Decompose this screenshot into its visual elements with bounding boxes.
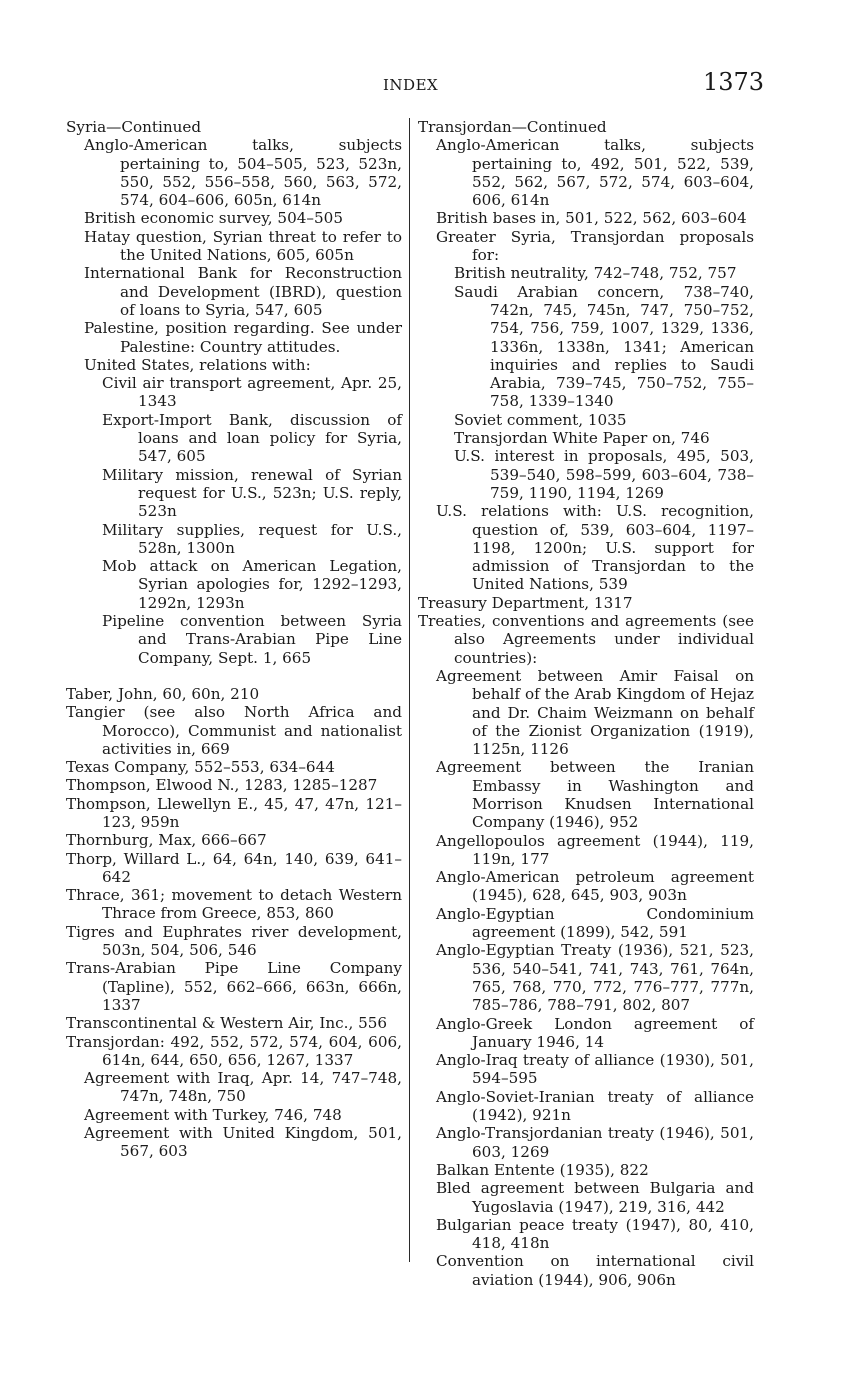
index-entry: British bases in, 501, 522, 562, 603–604 — [436, 209, 747, 228]
index-entry: Anglo-Transjordanian treaty (1946), 501, 603, 1269 — [436, 1124, 754, 1161]
index-entry: Agreement with Iraq, Apr. 14, 747–748, 747n, 748n, 750 — [84, 1069, 402, 1106]
column-divider — [409, 118, 410, 1262]
index-entry: Mob attack on American Legation, Syrian apologies for, 1292–1293, 1292n, 1293n — [102, 557, 402, 612]
index-entry: Soviet comment, 1035 — [454, 410, 627, 429]
index-entry: Bled agreement between Bulgaria and Yugoslavia (1947), 219, 316, 442 — [436, 1179, 754, 1216]
index-entry: Anglo-American talks, subjects pertaining to, 492, 501, 522, 539, 552, 562, 567, 572, 574, 603–604, 606, 614n — [436, 136, 754, 210]
index-entry: Trans-Arabian Pipe Line Company (Tapline), 552, 662–666, 663n, 666n, 1337 — [66, 959, 402, 1014]
index-entry: Transjordan—Continued — [418, 118, 607, 136]
index-entry: Thompson, Elwood N., 1283, 1285–1287 — [66, 776, 378, 795]
index-entry: Thorp, Willard L., 64, 64n, 140, 639, 641–642 — [66, 849, 402, 886]
index-column-left — [66, 118, 402, 1161]
index-entry: Taber, John, 60, 60n, 210 — [66, 684, 260, 703]
index-entry: Tigres and Euphrates river development, 503n, 504, 506, 546 — [66, 922, 402, 960]
index-entry: Thornburg, Max, 666–667 — [66, 831, 267, 850]
index-entry: Export-Import Bank, discussion of loans and loan policy for Syria, 547, 605 — [102, 410, 402, 466]
index-entry: Bulgarian peace treaty (1947), 80, 410, 418, 418n — [436, 1215, 754, 1253]
index-entry: Transcontinental & Western Air, Inc., 556 — [66, 1014, 388, 1033]
index-entry: Saudi Arabian concern, 738–740, 742n, 745, 745n, 747, 750–752, 754, 756, 759, 1007, 1329, 1336, 1336n, 1338n, 1341; American inquiries and replies to Saudi Arabia, 739–745, 750–752, 755–758, 1339–1340 — [454, 282, 754, 411]
index-entry: Pipeline convention between Syria and Trans-Arabian Pipe Line Company, Sept. 1, 665 — [102, 612, 402, 667]
index-entry: U.S. interest in proposals, 495, 503, 539–540, 598–599, 603–604, 738–759, 1190, 1194, 1269 — [454, 447, 754, 502]
index-entry: Greater Syria, Transjordan proposals for: — [436, 227, 754, 265]
index-entry: Anglo-Greek London agreement of January 1946, 14 — [436, 1014, 754, 1051]
index-entry: Anglo-Egyptian Treaty (1936), 521, 523, 536, 540–541, 741, 743, 761, 764n, 765, 768, 770, 772, 776–777, 777n, 785–786, 788–791, 802, 807 — [436, 941, 754, 1015]
index-entry: British economic survey, 504–505 — [84, 209, 343, 228]
index-entry: Transjordan White Paper on, 746 — [454, 429, 710, 448]
index-column-right — [418, 118, 754, 1289]
index-entry: Convention on international civil aviation (1944), 906, 906n — [436, 1252, 754, 1289]
index-entry: Thrace, 361; movement to detach Western Thrace from Greece, 853, 860 — [66, 886, 402, 923]
index-entry: Military supplies, request for U.S., 528n, 1300n — [102, 520, 402, 557]
index-entry: Texas Company, 552–553, 634–644 — [66, 758, 335, 777]
index-entry: Treaties, conventions and agreements (see also Agreements under individual countries): — [418, 612, 754, 667]
page-number: 1373 — [703, 68, 765, 96]
index-entry: Angellopoulos agreement (1944), 119, 119n, 177 — [436, 831, 754, 868]
index-entry: Agreement with United Kingdom, 501, 567, 603 — [84, 1124, 402, 1161]
index-entry: Hatay question, Syrian threat to refer to the United Nations, 605, 605n — [84, 227, 402, 265]
index-entry: Anglo-Iraq treaty of alliance (1930), 501, 594–595 — [436, 1051, 754, 1088]
index-entry: Thompson, Llewellyn E., 45, 47, 47n, 121–123, 959n — [66, 794, 402, 831]
index-entry: Anglo-Soviet-Iranian treaty of alliance (1942), 921n — [436, 1087, 754, 1125]
index-entry: Military mission, renewal of Syrian request for U.S., 523n; U.S. reply, 523n — [102, 465, 402, 521]
index-entry: Balkan Entente (1935), 822 — [436, 1160, 649, 1179]
index-entry: Agreement between Amir Faisal on behalf of the Arab Kingdom of Hejaz and Dr. Chaim Weizmann on behalf of the Zionist Organization (1919), 1125n, 1126 — [436, 666, 754, 759]
index-entry: Anglo-Egyptian Condominium agreement (1899), 542, 591 — [436, 904, 754, 942]
index-entry: Agreement between the Iranian Embassy in Washington and Morrison Knudsen International Company (1946), 952 — [436, 758, 754, 832]
index-entry: Anglo-American petroleum agreement (1945), 628, 645, 903, 903n — [436, 868, 754, 905]
index-entry: Agreement with Turkey, 746, 748 — [84, 1105, 342, 1124]
index-entry: International Bank for Reconstruction and Development (IBRD), question of loans to Syria, 547, 605 — [84, 264, 402, 319]
index-entry: Treasury Department, 1317 — [418, 593, 633, 612]
index-entry: British neutrality, 742–748, 752, 757 — [454, 264, 737, 283]
index-entry: Transjordan: 492, 552, 572, 574, 604, 606, 614n, 644, 650, 656, 1267, 1337 — [66, 1032, 402, 1069]
index-entry: Civil air transport agreement, Apr. 25, 1343 — [102, 374, 402, 411]
index-entry: Anglo-American talks, subjects pertaining to, 504–505, 523, 523n, 550, 552, 556–558, 560, 563, 572, 574, 604–606, 605n, 614n — [84, 136, 402, 210]
index-entry: Tangier (see also North Africa and Morocco), Communist and nationalist activities in, 669 — [66, 703, 402, 758]
index-entry: Syria—Continued — [66, 118, 202, 136]
page-header — [0, 70, 861, 104]
index-entry: Palestine, position regarding. See under Palestine: Country attitudes. — [84, 319, 402, 356]
index-entry: U.S. relations with: U.S. recognition, question of, 539, 603–604, 1197–1198, 1200n; U.S. support for admission of Transjordan to the United Nations, 539 — [436, 502, 754, 594]
running-title: INDEX — [383, 76, 439, 94]
index-entry: United States, relations with: — [84, 355, 311, 374]
